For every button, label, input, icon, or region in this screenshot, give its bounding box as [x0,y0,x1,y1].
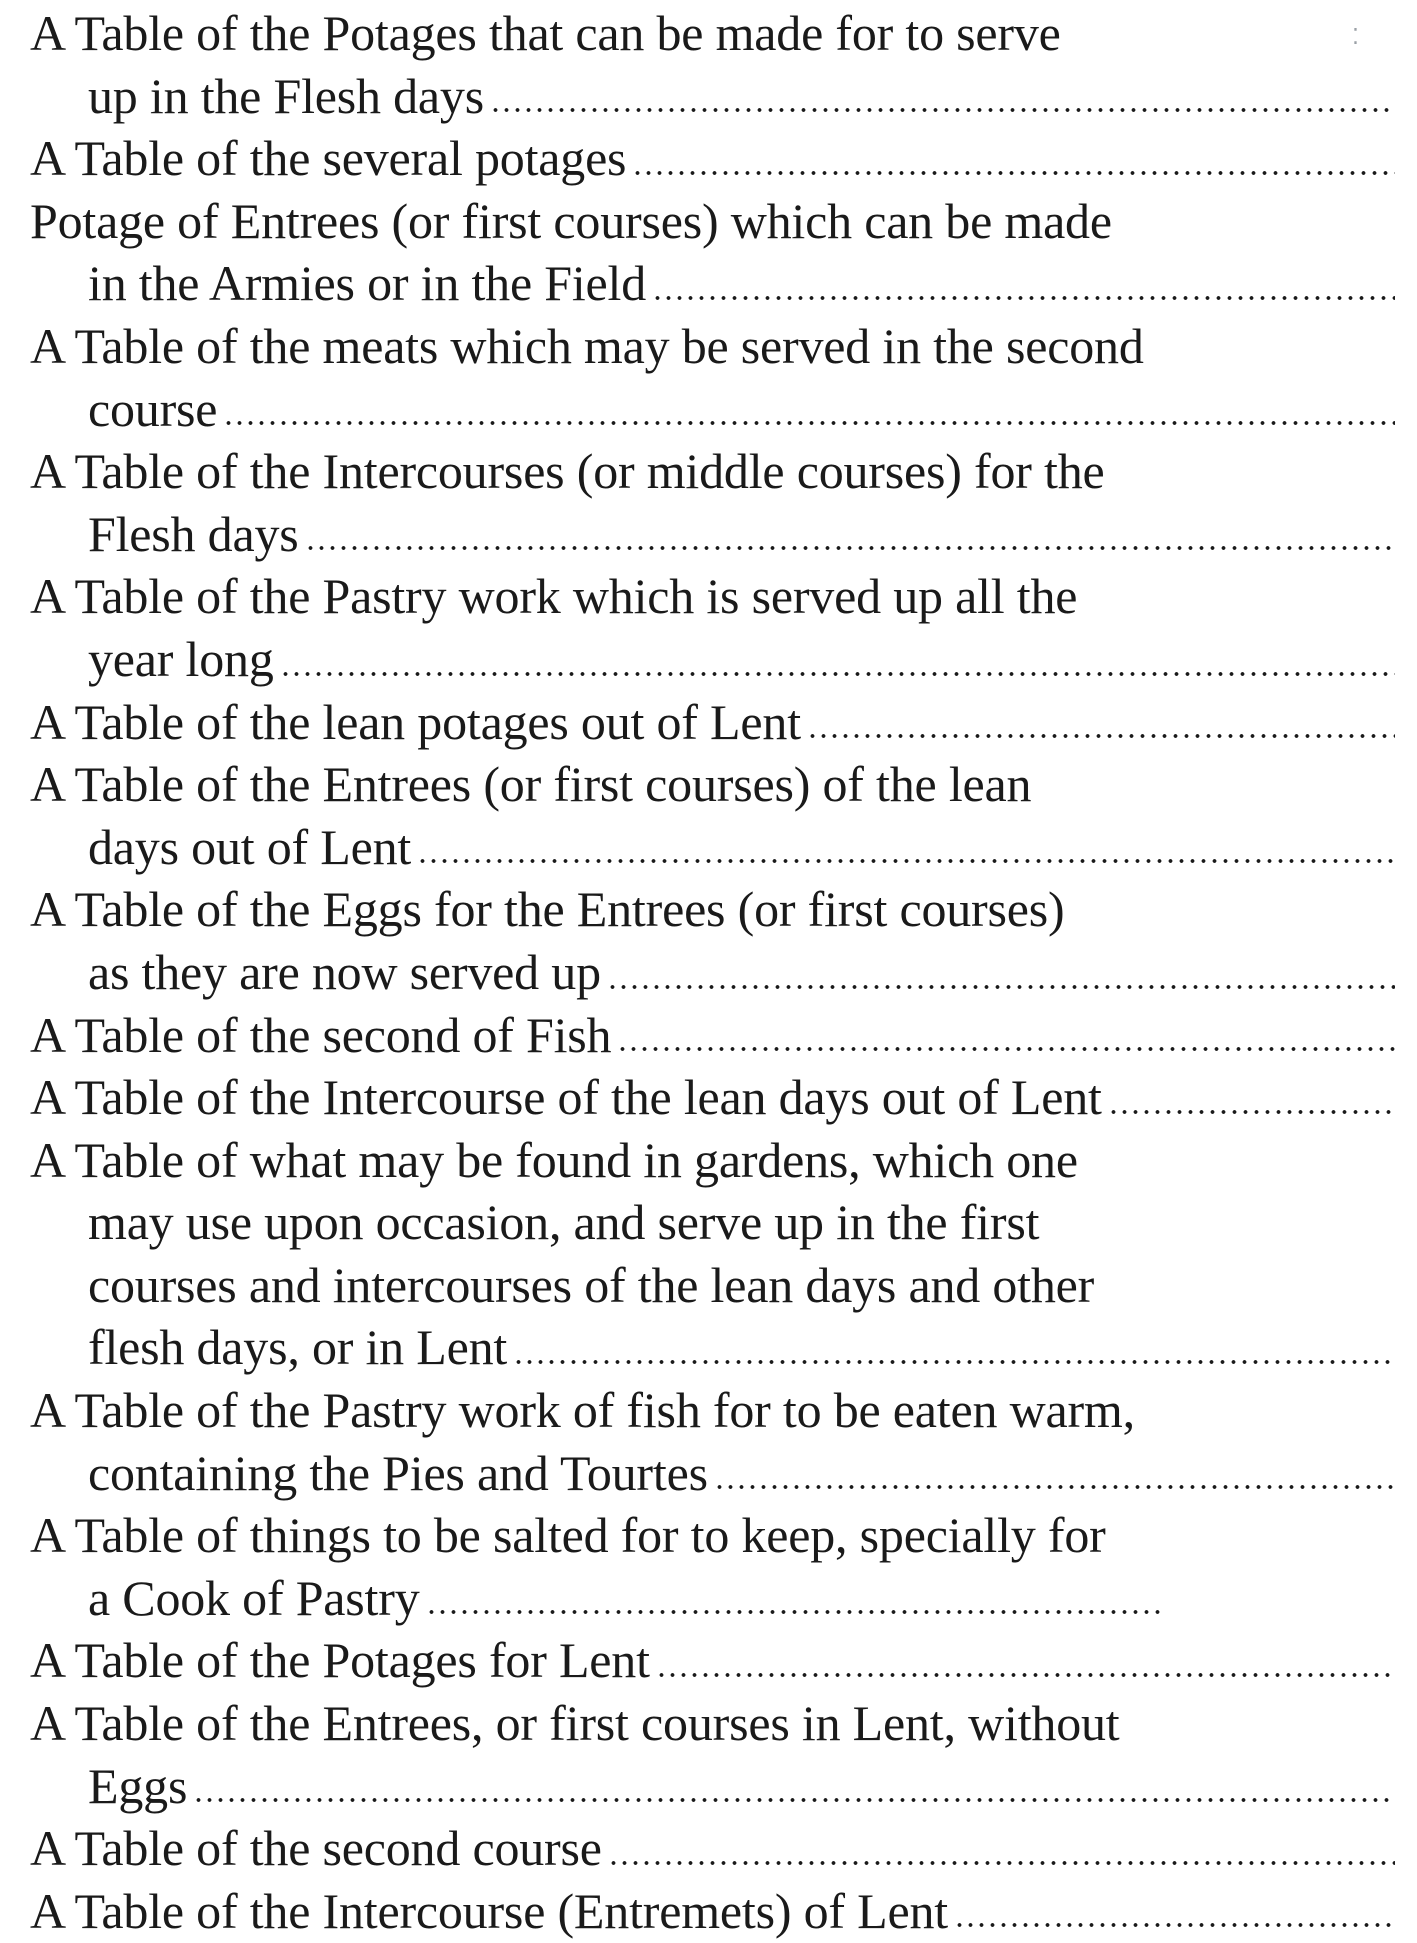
toc-entry [30,1692,1395,1817]
toc-entry-text: A Table of the Entrees, or first courses in Lent, without [30,1695,1120,1752]
toc-entry-text: A Table of the lean potages out of Lent [30,693,801,750]
dot-leader [193,1797,1395,1803]
dot-leader [305,545,1395,551]
dot-leader [617,1046,1395,1052]
toc-entry [30,1880,1395,1943]
toc-entry [30,315,1395,440]
table-of-contents [30,2,1395,1942]
toc-entry [30,691,1395,754]
scan-speck: ⁚ [1352,24,1359,49]
toc-entry-text: A Table of the Potages for Lent [30,1632,650,1689]
toc-entry-text: A Table of the Pastry work of fish for to be eaten warm, [30,1382,1135,1439]
toc-entry [30,1504,1395,1629]
toc-entry [30,1129,1395,1379]
dot-leader [513,1359,1395,1365]
toc-entry [30,1817,1395,1880]
toc-entry-text: A Table of the Potages that can be made for to serve [30,5,1061,61]
toc-entry-text: may use upon occasion, and serve up in the first [88,1194,1040,1251]
toc-entry-text: course [88,380,218,437]
toc-entry [30,1066,1395,1129]
toc-entry [30,190,1395,315]
toc-entry-text: A Table of the Eggs for the Entrees (or first courses) [30,881,1065,938]
dot-leader [280,671,1395,677]
dot-leader [656,1672,1395,1678]
toc-entry-text: A Table of the Intercourses (or middle courses) for the [30,443,1105,500]
dot-leader [807,733,1395,739]
toc-entry-text: A Table of the meats which may be served in the second [30,317,1144,374]
toc-entry-text: A Table of the second course [30,1820,602,1877]
toc-entry-text: Potage of Entrees (or first courses) which can be made [30,192,1112,249]
toc-entry [30,1629,1395,1692]
toc-entry-text: A Table of the Intercourse (Entremets) of Lent [30,1882,948,1939]
toc-entry [30,878,1395,1003]
toc-entry-text: Eggs [88,1757,188,1814]
dot-leader [426,1609,1166,1615]
dot-leader [417,858,1395,864]
toc-entry-text: year long [88,630,274,687]
toc-entry-text: A Table of the Entrees (or first courses) of the lean [30,756,1032,813]
dot-leader [1108,1109,1395,1115]
toc-entry-text: A Table of the several potages [30,130,627,187]
toc-entry [30,1379,1395,1504]
dot-leader [223,420,1395,426]
toc-entry [30,440,1395,565]
dot-leader [632,170,1395,176]
toc-entry-text: up in the Flesh days [88,67,484,124]
toc-entry-text: a Cook of Pastry [88,1569,420,1626]
dot-leader [608,1860,1395,1866]
toc-entry-text: A Table of things to be salted for to keep, specially for [30,1507,1106,1564]
toc-entry-text: Flesh days [88,505,299,562]
toc-entry-text: A Table of what may be found in gardens, which one [30,1131,1078,1188]
dot-leader [714,1484,1395,1490]
toc-entry-text: days out of Lent [88,818,412,875]
toc-entry-text: as they are now served up [88,943,601,1000]
dot-leader [607,984,1395,990]
toc-entry [30,753,1395,878]
toc-entry-text: A Table of the Pastry work which is served up all the [30,568,1078,625]
toc-entry-text: courses and intercourses of the lean days and other [88,1256,1095,1313]
toc-entry-text: in the Armies or in the Field [88,255,647,312]
toc-entry [30,1004,1395,1067]
toc-entry-text: flesh days, or in Lent [88,1319,508,1376]
toc-entry-text: A Table of the Intercourse of the lean days out of Lent [30,1069,1102,1126]
dot-leader [652,295,1395,301]
dot-leader [954,1922,1395,1928]
toc-entry [30,565,1395,690]
toc-entry [30,127,1395,190]
toc-entry-text: A Table of the second of Fish [30,1006,612,1063]
toc-entry-text: containing the Pies and Tourtes [88,1444,708,1501]
toc-entry [30,2,1395,127]
dot-leader [490,107,1395,113]
